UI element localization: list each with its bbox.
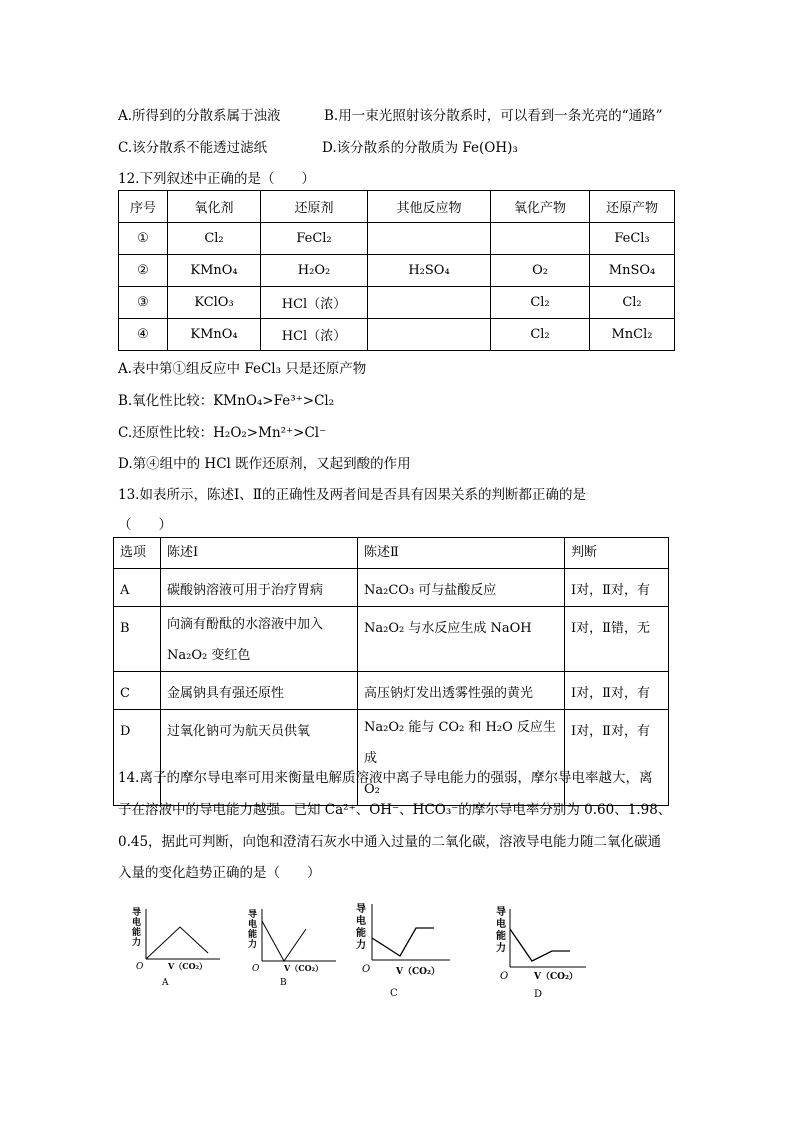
graph-ylabel: 导 <box>356 904 366 915</box>
graph-ylabel: 电 <box>248 920 258 930</box>
table-cell: 金属钠具有强还原性 <box>161 672 358 710</box>
graph-origin: O <box>252 964 260 974</box>
cell-line: O₂ <box>364 782 380 797</box>
table-cell <box>368 223 491 255</box>
graph-label: C <box>390 988 398 999</box>
q13-header-row <box>114 538 669 569</box>
table-cell: Ⅰ对，Ⅱ对，有 <box>565 569 669 607</box>
graph-xlabel: V（CO₂） <box>168 961 208 971</box>
q12-option-b: B.氧化性比较：KMnO₄>Fe³⁺>Cl₂ <box>118 393 335 409</box>
table-cell: Ⅰ对，Ⅱ错，无 <box>565 607 669 672</box>
cell-line: Na₂O₂ 变红色 <box>167 648 251 663</box>
q14-line-3: 0.45，据此可判断，向饱和澄清石灰水中通入过量的二氧化碳，溶液导电能力随二氧化碳通 <box>118 834 662 850</box>
q12-header-cell: 其他反应物 <box>368 191 491 223</box>
graph-origin: O <box>362 964 371 975</box>
q13-stem: 13.如表所示，陈述Ⅰ、Ⅱ的正确性及两者间是否具有因果关系的判断都正确的是 <box>118 487 586 503</box>
q12-header-cell: 序号 <box>119 191 168 223</box>
graph-ylabel: 力 <box>248 940 258 950</box>
table-row <box>119 255 675 287</box>
table-cell: HCl（浓） <box>261 319 368 351</box>
table-cell: Cl₂ <box>590 287 675 319</box>
q12-option-d: D.第④组中的 HCl 既作还原剂，又起到酸的作用 <box>118 456 411 472</box>
graph-label: A <box>162 978 169 988</box>
graph-a <box>128 903 224 989</box>
table-cell: ④ <box>119 319 168 351</box>
q11-option-c: C.该分散系不能透过滤纸 <box>118 140 268 156</box>
table-cell: B <box>114 607 161 672</box>
table-cell: 高压钠灯发出透雾性强的黄光 <box>358 672 565 710</box>
graph-ylabel: 能 <box>132 928 142 938</box>
q14-line-1: 14.离子的摩尔导电率可用来衡量电解质溶液中离子导电能力的强弱，摩尔导电率越大，离 <box>118 770 653 786</box>
table-cell: ③ <box>119 287 168 319</box>
table-cell: FeCl₂ <box>261 223 368 255</box>
table-cell: H₂SO₄ <box>368 255 491 287</box>
q13-header-cell: 陈述Ⅰ <box>161 538 358 569</box>
table-row <box>119 223 675 255</box>
graph-ylabel: 导 <box>132 908 142 918</box>
graph-ylabel: 电 <box>496 919 506 930</box>
table-cell: ① <box>119 223 168 255</box>
graph-ylabel: 电 <box>132 918 142 928</box>
q12-header-cell: 还原产物 <box>590 191 675 223</box>
q13-header-cell: 选项 <box>114 538 161 569</box>
graph-ylabel: 能 <box>496 931 506 942</box>
cell-line: 向滴有酚酞的水溶液中加入 <box>167 617 324 632</box>
graph-ylabel: 导 <box>496 907 506 918</box>
cell-line: Na₂O₂ 能与 CO₂ 和 H₂O 反应生成 <box>364 720 556 766</box>
graph-c <box>354 898 454 1004</box>
q14-line-2: 子在溶液中的导电能力越强。已知 Ca²⁺、OH⁻、HCO₃⁻的摩尔导电率分别为 0.60、1.98、 <box>118 802 672 818</box>
table-row <box>114 607 669 672</box>
table-cell: FeCl₃ <box>590 223 675 255</box>
table-cell: MnSO₄ <box>590 255 675 287</box>
q12-option-c: C.还原性比较：H₂O₂>Mn²⁺>Cl⁻ <box>118 425 327 441</box>
q12-stem: 12.下列叙述中正确的是（ ） <box>118 171 315 187</box>
table-cell: KClO₃ <box>168 287 261 319</box>
table-cell: H₂O₂ <box>261 255 368 287</box>
graph-origin: O <box>136 962 144 972</box>
table-cell: KMnO₄ <box>168 319 261 351</box>
graph-ylabel: 电 <box>356 916 366 927</box>
table-cell: KMnO₄ <box>168 255 261 287</box>
q13-answer-paren: （ ） <box>118 517 172 533</box>
graph-ylabel: 力 <box>356 940 366 951</box>
table-cell: Ⅰ对，Ⅱ对，有 <box>565 672 669 710</box>
graph-xlabel: V（CO₂） <box>534 972 578 982</box>
graph-ylabel: 导 <box>248 910 258 920</box>
q14-line-4: 入量的变化趋势正确的是（ ） <box>118 865 321 881</box>
table-row <box>114 569 669 607</box>
table-cell: HCl（浓） <box>261 287 368 319</box>
q11-option-b: B.用一束光照射该分散系时，可以看到一条光亮的“通路” <box>324 108 663 124</box>
table-cell: Na₂O₂ 与水反应生成 NaOH <box>358 607 565 672</box>
table-cell: Cl₂ <box>168 223 261 255</box>
graph-ylabel: 能 <box>248 930 258 940</box>
table-row <box>119 319 675 351</box>
q12-option-a: A.表中第①组反应中 FeCl₃ 只是还原产物 <box>118 361 367 377</box>
table-cell: Na₂CO₃ 可与盐酸反应 <box>358 569 565 607</box>
q11-option-a: A.所得到的分散系属于浊液 <box>118 108 281 124</box>
table-cell: Ⅰ对，Ⅱ对，有 <box>565 710 669 806</box>
q12-header-cell: 还原剂 <box>261 191 368 223</box>
table-row <box>119 287 675 319</box>
q11-option-d: D.该分散系的分散质为 Fe(OH)₃ <box>322 140 518 156</box>
graph-xlabel: V（CO₂） <box>396 967 440 977</box>
table-cell <box>358 710 565 806</box>
table-cell: MnCl₂ <box>590 319 675 351</box>
graph-xlabel: V（CO₂） <box>284 963 324 973</box>
table-cell: D <box>114 710 161 806</box>
graph-ylabel: 力 <box>132 938 142 948</box>
graph-ylabel: 能 <box>356 928 366 939</box>
q12-header-cell: 氧化剂 <box>168 191 261 223</box>
graph-b <box>244 903 340 989</box>
table-cell <box>161 607 358 672</box>
q13-header-cell: 陈述Ⅱ <box>358 538 565 569</box>
table-row <box>114 672 669 710</box>
table-cell: ② <box>119 255 168 287</box>
graph-d <box>494 903 590 1003</box>
table-cell: 过氧化钠可为航天员供氧 <box>161 710 358 806</box>
q13-header-cell: 判断 <box>565 538 669 569</box>
table-cell: C <box>114 672 161 710</box>
graph-label: D <box>534 989 543 1000</box>
table-cell <box>491 223 590 255</box>
graph-ylabel: 力 <box>496 943 506 954</box>
graph-label: B <box>280 978 287 988</box>
table-cell <box>368 319 491 351</box>
table-cell: Cl₂ <box>491 287 590 319</box>
q12-table <box>118 190 675 351</box>
q12-header-row <box>119 191 675 223</box>
graph-origin: O <box>500 971 509 982</box>
table-cell: Cl₂ <box>491 319 590 351</box>
table-cell: 碳酸钠溶液可用于治疗胃病 <box>161 569 358 607</box>
table-cell: A <box>114 569 161 607</box>
table-cell: O₂ <box>491 255 590 287</box>
q12-header-cell: 氧化产物 <box>491 191 590 223</box>
table-row <box>114 710 669 806</box>
table-cell <box>368 287 491 319</box>
